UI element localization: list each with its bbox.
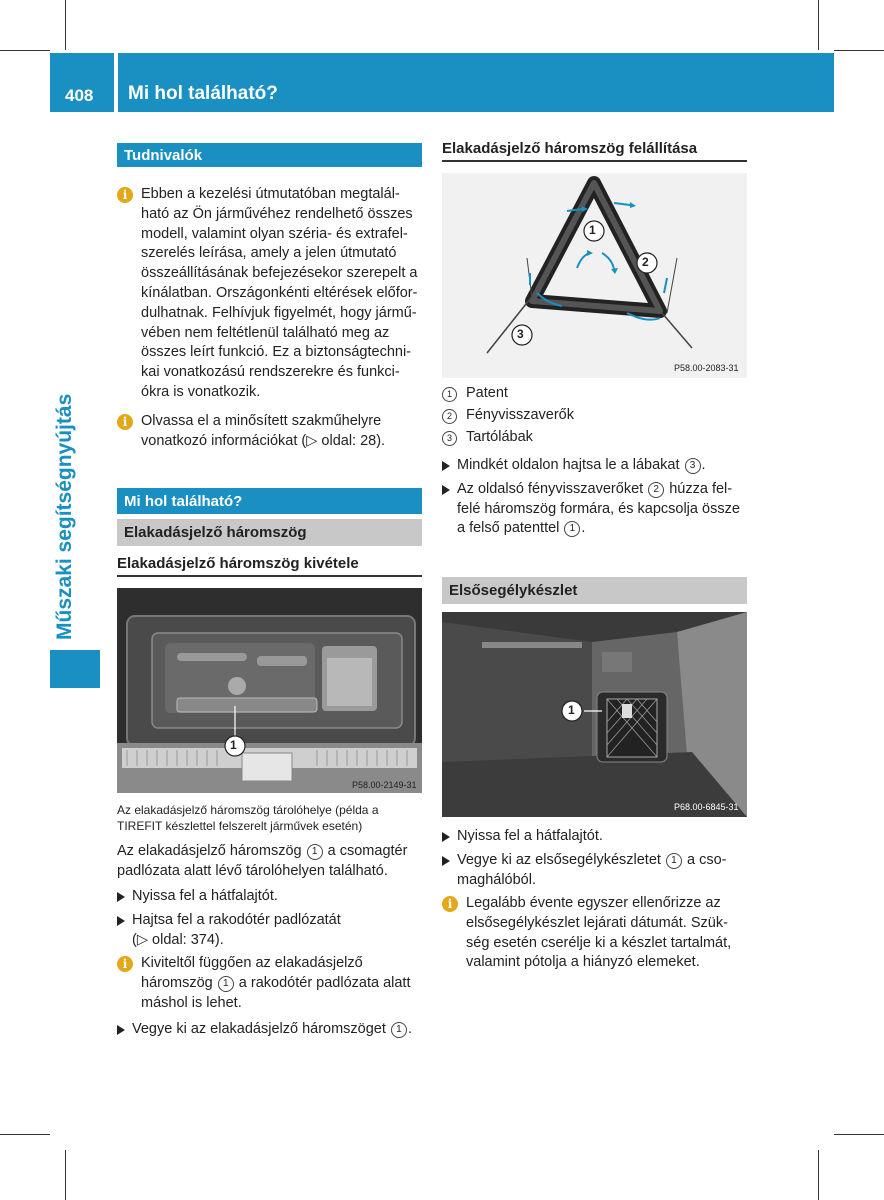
crop-mark	[834, 1134, 884, 1135]
triangle-illustration	[442, 173, 747, 378]
figure-first-aid-kit	[442, 612, 747, 817]
step-remove-triangle	[117, 1020, 427, 1040]
legend-number: 3	[442, 431, 457, 446]
step-text: Nyissa fel a hátfalajtót.	[132, 888, 278, 904]
page-number-box	[50, 53, 114, 112]
crop-mark	[818, 0, 819, 50]
figure-callout: 2	[642, 255, 649, 269]
step-list-first-aid	[442, 827, 750, 890]
step-arrow-icon	[442, 832, 450, 842]
info-text: Olvassa el a minősített szakműhelyre vonatkozó információkat (	[141, 413, 382, 449]
subheading-felallitas: Elakadásjelző háromszög felállítása	[442, 140, 747, 162]
figure-code: P68.00-6845-31	[674, 802, 739, 812]
section-band-tudnivalok: Tudnivalók	[117, 143, 422, 167]
info-block-1	[117, 185, 422, 403]
section-band-elsosegely: Elsősegélykészlet	[442, 577, 747, 604]
figure-callout: 3	[517, 327, 524, 341]
step-text: Hajtsa fel a rakodótér padlózatát	[132, 911, 341, 928]
cargo-area-illustration	[442, 612, 747, 817]
info-text: a rakodótér padlózata alatt máshol is lehet.	[141, 974, 411, 1011]
info-icon: i	[117, 414, 133, 430]
crop-mark	[818, 1150, 819, 1200]
figure-code: P58.00-2083-31	[674, 363, 739, 373]
crop-mark	[65, 1150, 66, 1200]
step-arrow-icon	[117, 916, 125, 926]
legend-list	[442, 384, 747, 447]
info-text: Kiviteltől függően az elakadásjelző háromszög	[141, 955, 363, 991]
figure-code: P58.00-2149-31	[352, 780, 417, 790]
info-block-first-aid	[442, 894, 750, 973]
figure-trunk-storage	[117, 588, 422, 793]
step-arrow-icon	[117, 892, 125, 902]
callout-number: 1	[218, 976, 234, 992]
step-text: Az oldalsó fényvisszaverőket	[457, 480, 648, 497]
body-text: Az elakadásjelző háromszög	[117, 843, 306, 859]
info-block-3	[117, 954, 422, 1013]
step-arrow-icon	[442, 485, 450, 495]
callout-number: 1	[564, 521, 580, 537]
info-text: Ebben a kezelési útmutatóban megtalál- ható az Ön járművéhez rendelhető összes modell, valamint olyan széria- és extrafel- szerelés leírása, amely a jelen útmutató összeállításának befejezésekor szerepelt a kínálatban. Országonkénti eltérések előfor- dulhatnak. Felhívjuk figyelmét, hogy jármű- vében nem feltétlenül található meg az összes leírt funkció. Ez a biztonságtechni- kai vonatkozású rendszerekre és funkci- ókra is vonatkozik.	[141, 186, 418, 400]
legend-label: Patent	[466, 385, 508, 401]
header-bar	[118, 53, 834, 112]
info-icon: i	[117, 187, 133, 203]
step-arrow-icon	[117, 1025, 125, 1035]
figure-callout: 1	[589, 223, 596, 237]
crop-mark	[0, 50, 50, 51]
step-arrow-icon	[442, 461, 450, 471]
info-icon: i	[442, 896, 458, 912]
legend-number: 1	[442, 387, 457, 402]
figure-callout: 1	[568, 703, 575, 717]
callout-number: 1	[391, 1022, 407, 1038]
step-text: oldal: 374).	[148, 931, 224, 948]
step-text: Vegye ki az elakadásjelző háromszöget	[132, 1021, 390, 1037]
info-block-2	[117, 412, 422, 452]
figure-warning-triangle	[442, 173, 747, 378]
section-band-mihol: Mi hol található?	[117, 488, 422, 514]
info-icon: i	[117, 956, 133, 972]
step-text: húzza fel- felé háromszög formára, és kapcsolja össze a felső patenttel	[457, 480, 740, 537]
callout-number: 2	[648, 482, 664, 498]
figure-caption: Az elakadásjelző háromszög tárolóhelye (példa a TIREFIT készlettel felszerelt járművek esetén)	[117, 803, 379, 833]
crop-mark	[65, 0, 66, 50]
step-list-right	[442, 456, 750, 539]
side-tab-label: Műszaki segítségnyújtás	[53, 393, 76, 640]
step-text: .	[701, 457, 706, 473]
paragraph-location	[117, 842, 422, 882]
callout-number: 1	[307, 844, 323, 860]
step-arrow-icon	[442, 856, 450, 866]
legend-number: 2	[442, 409, 457, 424]
step-text: Nyissa fel a hátfalajtót.	[457, 828, 603, 844]
subheading-kivetel: Elakadásjelző háromszög kivétele	[117, 555, 422, 577]
legend-label: Tartólábak	[466, 428, 533, 445]
step-text: a cso- maghálóból.	[457, 851, 727, 888]
section-band-elakadasjelzo: Elakadásjelző háromszög	[117, 519, 422, 546]
page-ref-arrow: ▷	[306, 432, 318, 449]
callout-number: 3	[685, 458, 701, 474]
info-text: Legalább évente egyszer ellenőrizze az elsősegélykészlet lejárati dátumát. Szük- ség esetén cserélje ki a készlet tartalmát, valamint pótolja a hiányzó elemeket.	[466, 895, 732, 971]
step-list-left: Nyissa fel a hátfalajtót. Hajtsa fel a rakodótér padlózatát (▷ oldal: 374).	[117, 887, 422, 950]
step-text: .	[581, 520, 586, 537]
step-text: Vegye ki az elsősegélykészletet	[457, 851, 665, 868]
figure-callout: 1	[230, 738, 237, 752]
step-text: Mindkét oldalon hajtsa le a lábakat	[457, 457, 684, 473]
info-text: oldal: 28).	[317, 432, 386, 449]
step-text: .	[407, 1021, 412, 1037]
page-title: Mi hol található?	[128, 83, 278, 104]
crop-mark	[834, 50, 884, 51]
crop-mark	[0, 1134, 50, 1135]
callout-number: 1	[666, 853, 682, 869]
page-number: 408	[65, 86, 94, 105]
legend-label: Fényvisszaverők	[466, 406, 574, 423]
body-text: a csomagtér padlózata alatt lévő tárolóhelyen található.	[117, 843, 408, 879]
page-ref-arrow: ▷	[136, 931, 148, 948]
side-tab-marker	[50, 650, 100, 688]
trunk-illustration	[117, 588, 422, 793]
